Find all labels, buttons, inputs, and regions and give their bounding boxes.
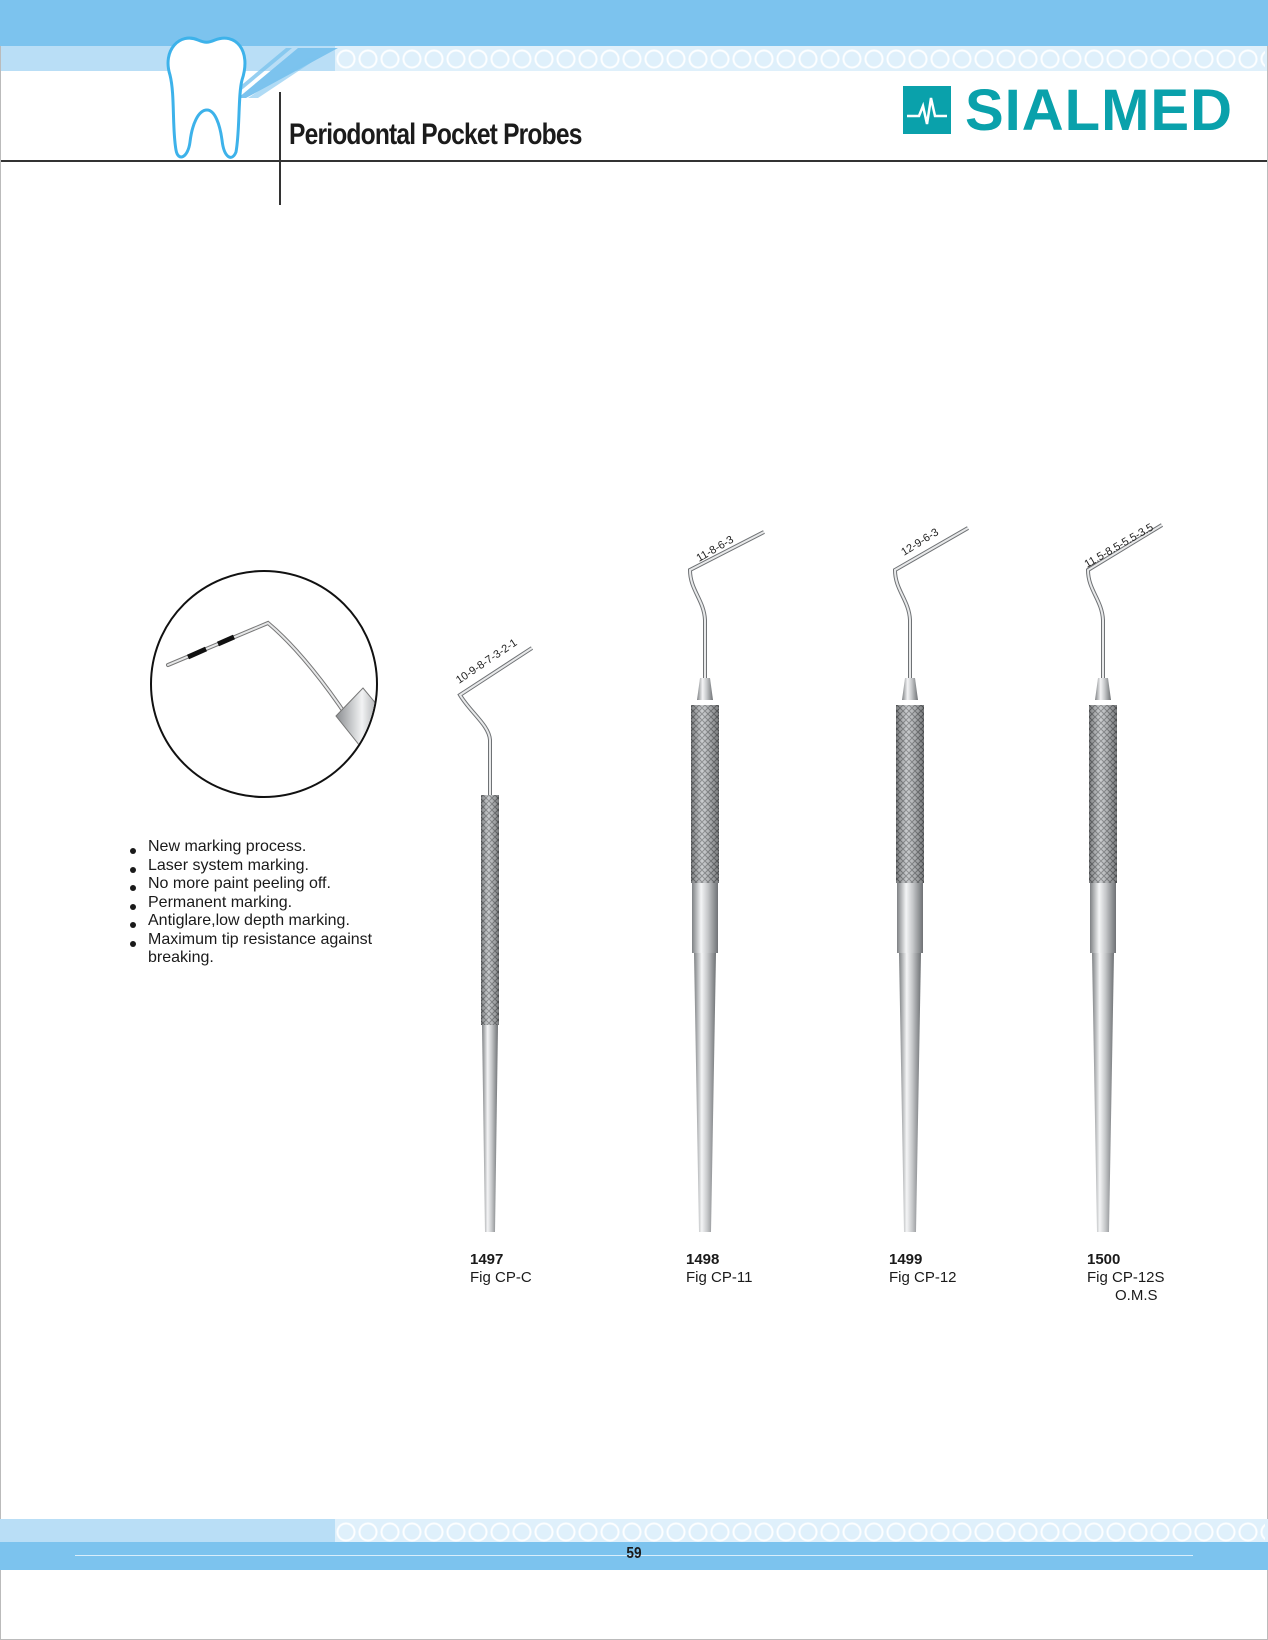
probe-scale-label: 11.5-8.5-5.5-3.5 [1082, 521, 1156, 571]
product-code: 1498 [686, 1251, 720, 1268]
product-figure: Fig CP-12 [889, 1269, 957, 1286]
product-code: 1497 [470, 1251, 504, 1268]
probe-scale-label: 10-9-8-7-3-2-1 [453, 636, 520, 687]
feature-item: Antiglare,low depth marking. [128, 912, 398, 931]
product-figure: Fig CP-11 [686, 1269, 753, 1286]
feature-item: Laser system marking. [128, 857, 398, 876]
feature-item: Maximum tip resistance against breaking. [128, 931, 398, 968]
page-title: Periodontal Pocket Probes [289, 118, 582, 151]
feature-item: No more paint peeling off. [128, 875, 398, 894]
probe-1500 [1083, 521, 1163, 1232]
product-figure: Fig CP-12S [1087, 1269, 1165, 1286]
product-code: 1500 [1087, 1251, 1121, 1268]
product-note: O.M.S [1115, 1287, 1158, 1304]
probe-1497 [454, 637, 532, 1232]
footer-strip-accent [0, 1519, 335, 1542]
probe-1498 [690, 532, 764, 1232]
brand-name: SIALMED [965, 78, 1233, 143]
probe-scale-label: 12-9-6-3 [899, 526, 941, 559]
probe-scale-label: 11-8-6-3 [694, 533, 736, 565]
feature-item: New marking process. [128, 838, 398, 857]
probe-1499 [895, 526, 968, 1232]
page-number: 59 [626, 1545, 642, 1562]
feature-item: Permanent marking. [128, 894, 398, 913]
product-code: 1499 [889, 1251, 923, 1268]
product-figure: Fig CP-C [470, 1269, 532, 1286]
